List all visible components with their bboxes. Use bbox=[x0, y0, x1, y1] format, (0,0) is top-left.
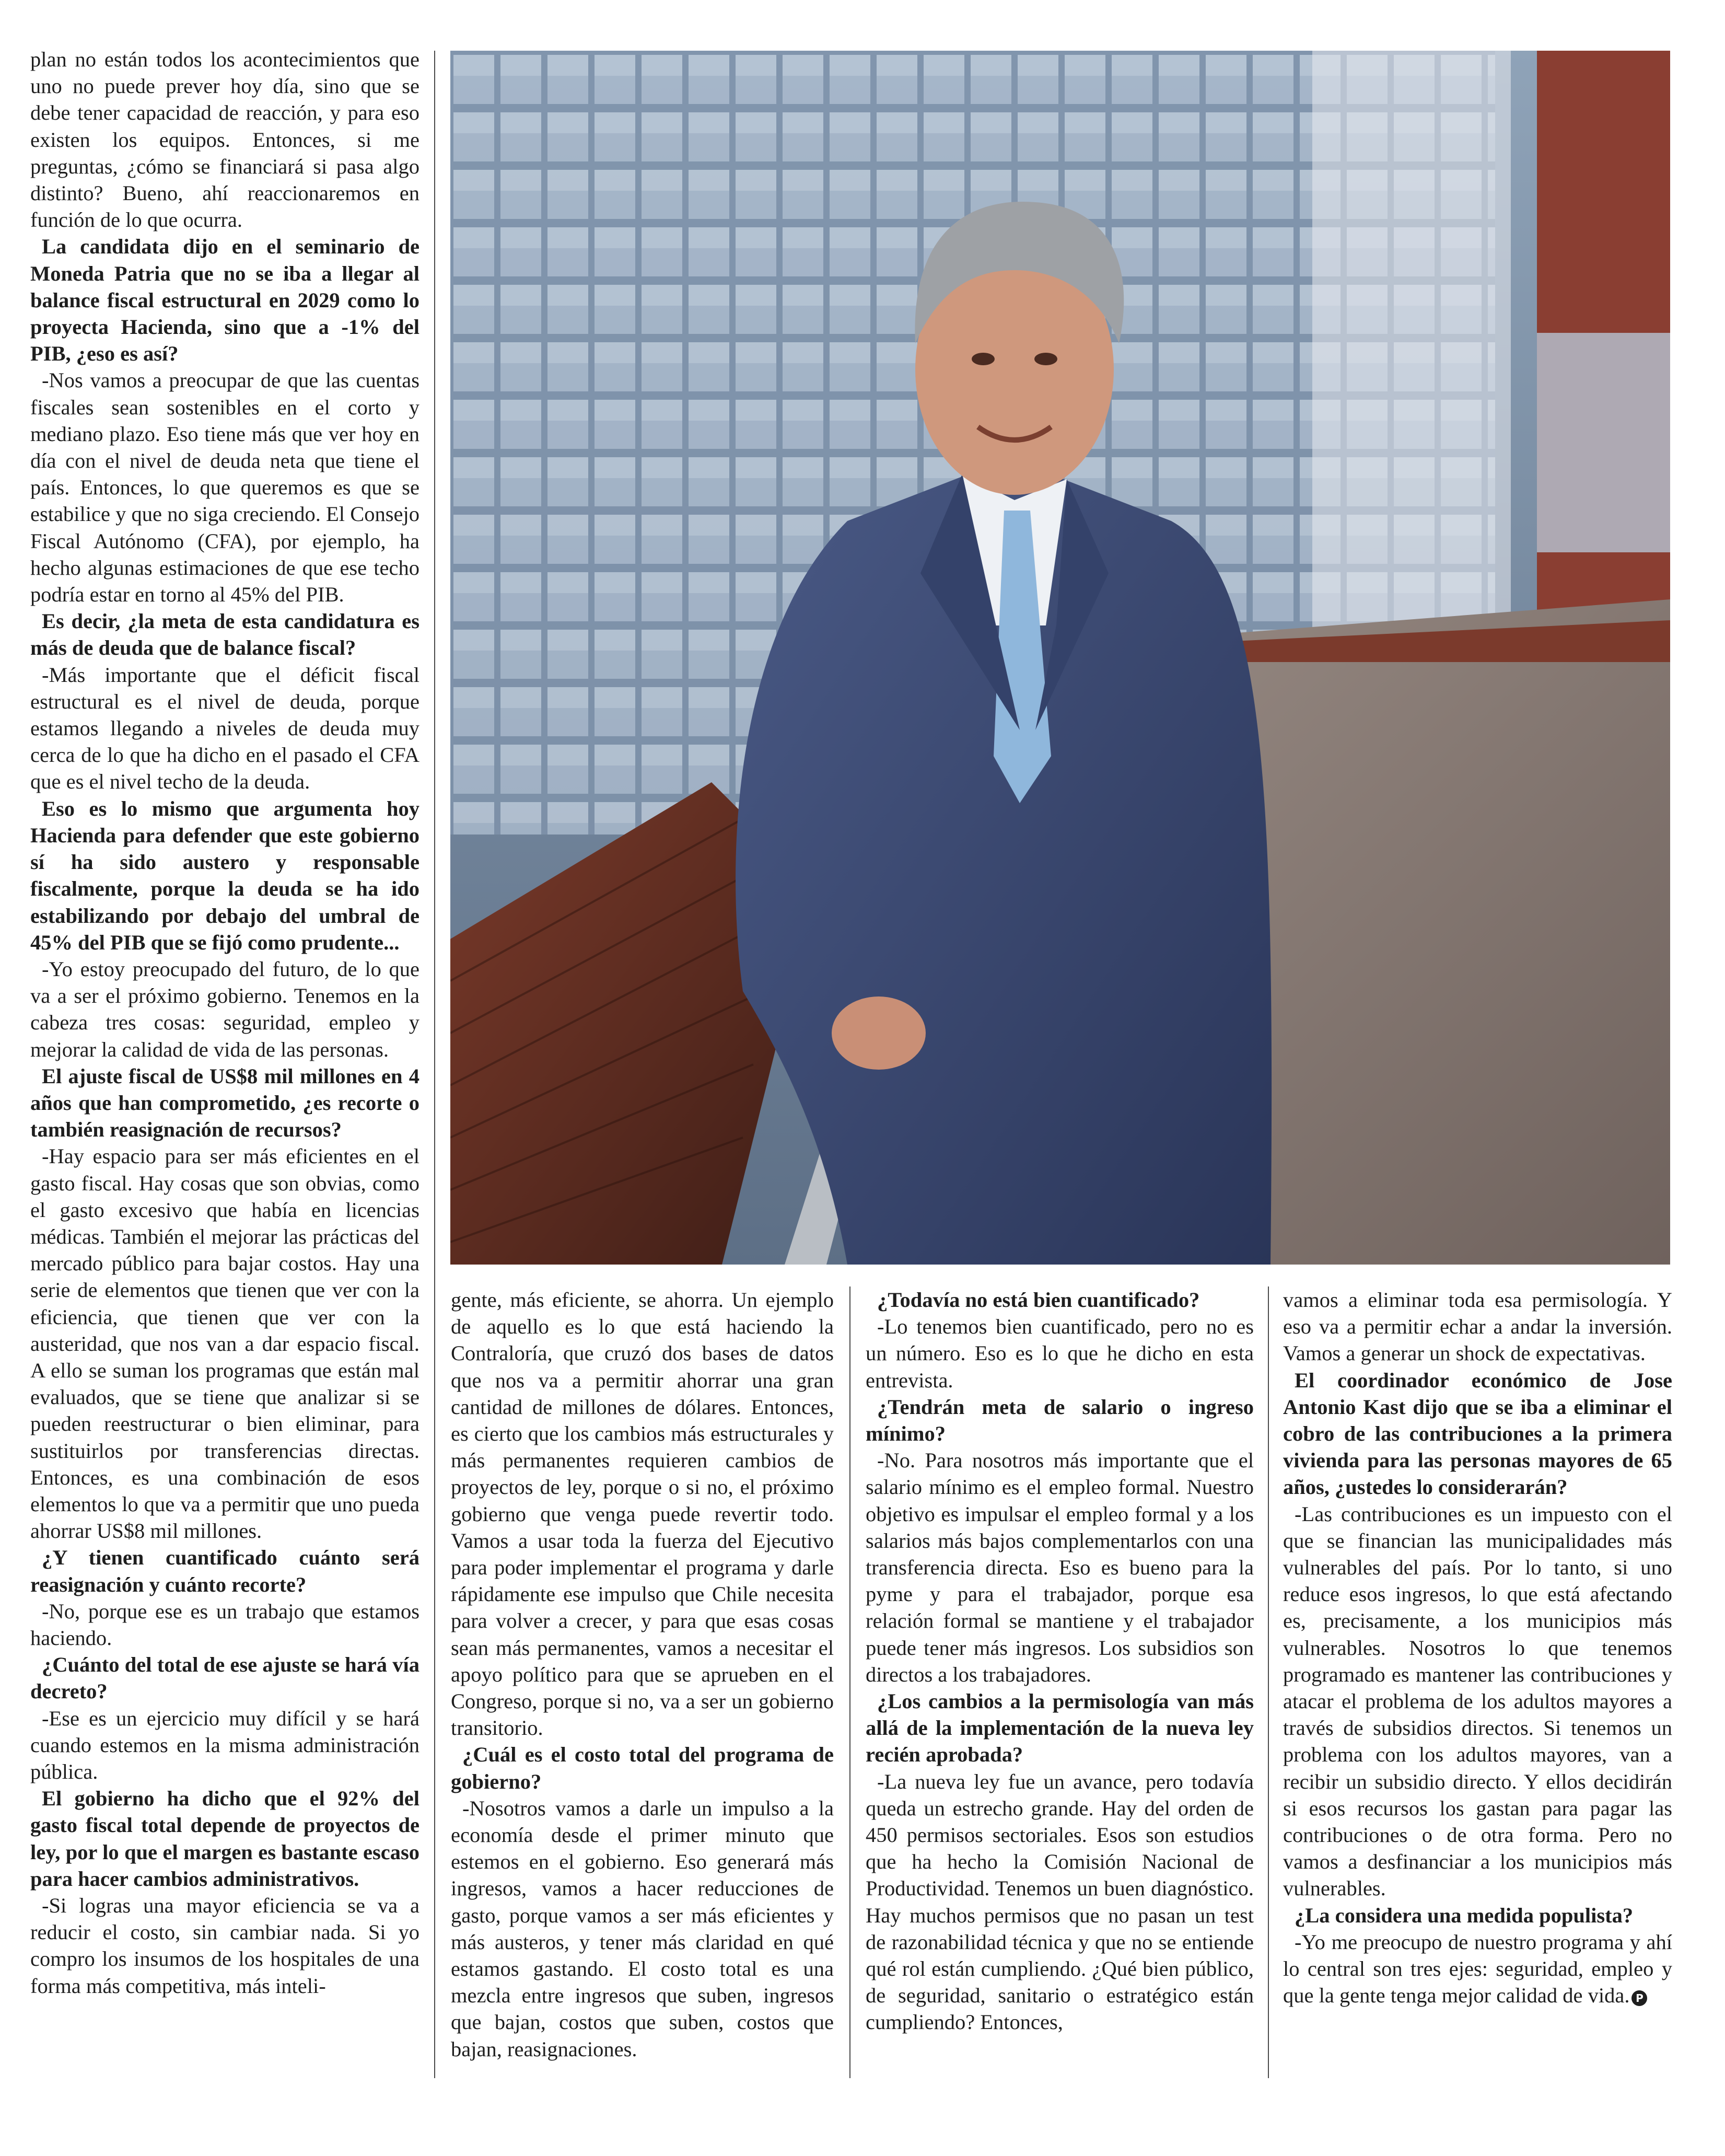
answer-paragraph: -Nosotros vamos a darle un impulso a la economía desde el primer minuto que estemos en el gobierno. Eso generará más ingresos, vamos a hacer reducciones de gasto, porque vamos a ser más eficientes y más austeros, y tener más claridad en qué estamos gastando. El costo total es una mezcla entre ingresos que suben, ingresos que bajan, costos que suben, costos que bajan, reasignaciones. bbox=[451, 1796, 834, 2061]
answer-paragraph: -Ese es un ejercicio muy difícil y se hará cuando estemos en la misma administración pública. bbox=[30, 1706, 419, 1783]
answer-paragraph: -No. Para nosotros más importante que el salario mínimo es el empleo formal. Nuestro objetivo es impulsar el empleo formal y a los salarios más bajos complementarlos con una transferencia directa. Eso es bueno para la pyme y para el trabajador, porque esa relación formal se mantiene y el trabajador puede tener más ingresos. Los subsidios son directos a los trabajadores. bbox=[866, 1448, 1254, 1686]
question-paragraph: Es decir, ¿la meta de esta candidatura es más de deuda que de balance fiscal? bbox=[30, 609, 419, 660]
answer-text: -Yo me preocupo de nuestro programa y ahí lo central son tres ejes: seguridad, empleo y que la gente tenga mejor calidad de vida. bbox=[1283, 1930, 1672, 2008]
column-divider bbox=[434, 51, 435, 2078]
column-divider bbox=[849, 1286, 850, 2078]
answer-paragraph: -Las contribuciones es un impuesto con el que se financian las municipalidades más vulnerables del país. Por lo tanto, si uno reduce esos ingresos, lo que está afectando es, precisamente, a los municipios más vulnerables. Nosotros lo que tenemos programado es mantener las contribuciones y atacar el problema de los adultos mayores a través de subsidios directos. Si tenemos un problema con los adultos mayores, van a recibir un subsidio directo. Y ellos decidirán si esos recursos los gastan para pagar las contribuciones o de otra forma. Pero no vamos a desfinanciar a los municipios más vulnerables. bbox=[1283, 1502, 1672, 1900]
question-paragraph: El coordinador económico de Jose Antonio Kast dijo que se iba a eliminar el cobro de las contribuciones a la primera vivienda para las personas mayores de 65 años, ¿ustedes lo considerarán? bbox=[1283, 1368, 1672, 1499]
column-divider bbox=[1268, 1286, 1269, 2078]
answer-paragraph: -Hay espacio para ser más eficientes en el gasto fiscal. Hay cosas que son obvias, como el gasto excesivo que había en licencias médicas. También el mejorar las prácticas del mercado público para bajar costos. Hay una serie de elementos que tienen que ver con la eficiencia, que tienen que ver con la austeridad, que nos van a dar espacio fiscal. A ello se suman los programas que están mal evaluados, que se tiene que analizar si se pueden reestructurar o bien eliminar, para sustituirlos por transferencias directas. Entonces, es una combinación de esos elementos lo que va a permitir que uno pueda ahorrar US$8 mil millones. bbox=[30, 1144, 419, 1543]
question-paragraph: ¿Y tienen cuantificado cuánto será reasignación y cuánto recorte? bbox=[30, 1546, 419, 1596]
column-1 bbox=[30, 46, 419, 1999]
column-4 bbox=[1283, 1286, 1672, 2009]
answer-paragraph: -Lo tenemos bien cuantificado, pero no es un número. Eso es lo que he dicho en esta entrevista. bbox=[866, 1315, 1254, 1392]
question-paragraph: ¿La considera una medida populista? bbox=[1295, 1903, 1634, 1927]
question-paragraph: El gobierno ha dicho que el 92% del gasto fiscal total depende de proyectos de ley, por lo que el margen es bastante escaso para hacer cambios administrativos. bbox=[30, 1787, 419, 1891]
question-paragraph: El ajuste fiscal de US$8 mil millones en 4 años que han comprometido, ¿es recorte o también reasignación de recursos? bbox=[30, 1064, 419, 1142]
question-paragraph: ¿Tendrán meta de salario o ingreso mínimo? bbox=[866, 1395, 1254, 1446]
answer-paragraph: gente, más eficiente, se ahorra. Un ejemplo de aquello es lo que está haciendo la Contraloría, que cruzó dos bases de datos que nos va a permitir ahorrar una gran cantidad de millones de dólares. Entonces, es cierto que los cambios más estructurales y más permanentes requieren cambios de proyectos de ley, porque o si no, el próximo gobierno que venga puede revertir todo. Vamos a usar toda la fuerza del Ejecutivo para poder implementar el programa y darle rápidamente ese impulso que Chile necesita para volver a crecer, y para que esas cosas sean más permanentes, vamos a necesitar el apoyo político para que se aprueben en el Congreso, porque si no, va a ser un gobierno transitorio. bbox=[451, 1288, 834, 1740]
answer-paragraph: -La nueva ley fue un avance, pero todavía queda un estrecho grande. Hay del orden de 450 permisos sectoriales. Esos son estudios que ha hecho la Comisión Nacional de Productividad. Tenemos un buen diagnóstico. Hay muchos permisos que no pasan un test de razonabilidad técnica y que no se entiende qué rol están cumpliendo. ¿Qué bien público, de seguridad, sanitario o estratégico están cumpliendo? Entonces, bbox=[866, 1769, 1254, 2034]
column-2 bbox=[451, 1286, 834, 2062]
final-answer-paragraph bbox=[1283, 1929, 1672, 2009]
column-3 bbox=[866, 1286, 1254, 2036]
portrait-photo bbox=[450, 51, 1670, 1265]
question-paragraph: ¿Todavía no está bien cuantificado? bbox=[877, 1288, 1200, 1312]
end-of-article-icon: P bbox=[1631, 1990, 1647, 2006]
question-paragraph: Eso es lo mismo que argumenta hoy Hacienda para defender que este gobierno sí ha sido austero y responsable fiscalmente, porque la deuda se ha ido estabilizando por debajo del umbral de 45% del PIB que se fijó como prudente... bbox=[30, 796, 419, 954]
question-paragraph: ¿Cuál es el costo total del programa de gobierno? bbox=[451, 1743, 834, 1793]
answer-paragraph: -Si logras una mayor eficiencia se va a reducir el costo, sin cambiar nada. Si yo compro los insumos de los hospitales de una forma más competitiva, más inteli- bbox=[30, 1894, 419, 1998]
answer-paragraph: -Yo estoy preocupado del futuro, de lo que va a ser el próximo gobierno. Tenemos en la cabeza tres cosas: seguridad, empleo y mejorar la calidad de vida de las personas. bbox=[30, 957, 419, 1061]
answer-paragraph: vamos a eliminar toda esa permisología. Y eso va a permitir echar a andar la inversión. Vamos a generar un shock de expectativas. bbox=[1283, 1288, 1672, 1365]
answer-paragraph: -Más importante que el déficit fiscal estructural es el nivel de deuda, porque estamos llegando a niveles de deuda muy cerca de lo que ha dicho en el pasado el CFA que es el nivel techo de la deuda. bbox=[30, 663, 419, 794]
question-paragraph: ¿Cuánto del total de ese ajuste se hará vía decreto? bbox=[30, 1653, 419, 1703]
answer-paragraph: -No, porque ese es un trabajo que estamos haciendo. bbox=[30, 1599, 419, 1650]
question-paragraph: ¿Los cambios a la permisología van más allá de la implementación de la nueva ley recién aprobada? bbox=[866, 1689, 1254, 1767]
answer-paragraph: -Nos vamos a preocupar de que las cuentas fiscales sean sostenibles en el corto y mediano plazo. Eso tiene más que ver hoy en día con el nivel de deuda neta que tiene el país. Entonces, lo que queremos es que se estabilice y que no siga creciendo. El Consejo Fiscal Autónomo (CFA), por ejemplo, ha hecho algunas estimaciones de que ese techo podría estar en torno al 45% del PIB. bbox=[30, 368, 419, 607]
photo-illustration bbox=[450, 51, 1670, 1265]
answer-paragraph: plan no están todos los acontecimientos que uno no puede prever hoy día, sino que se debe tener capacidad de reacción, y para eso existen los equipos. Entonces, si me preguntas, ¿cómo se financiará si pasa algo distinto? Bueno, ahí reaccionaremos en función de lo que ocurra. bbox=[30, 48, 419, 232]
question-paragraph: La candidata dijo en el seminario de Moneda Patria que no se iba a llegar al balance fiscal estructural en 2029 como lo proyecta Hacienda, sino que a -1% del PIB, ¿eso es así? bbox=[30, 235, 419, 366]
